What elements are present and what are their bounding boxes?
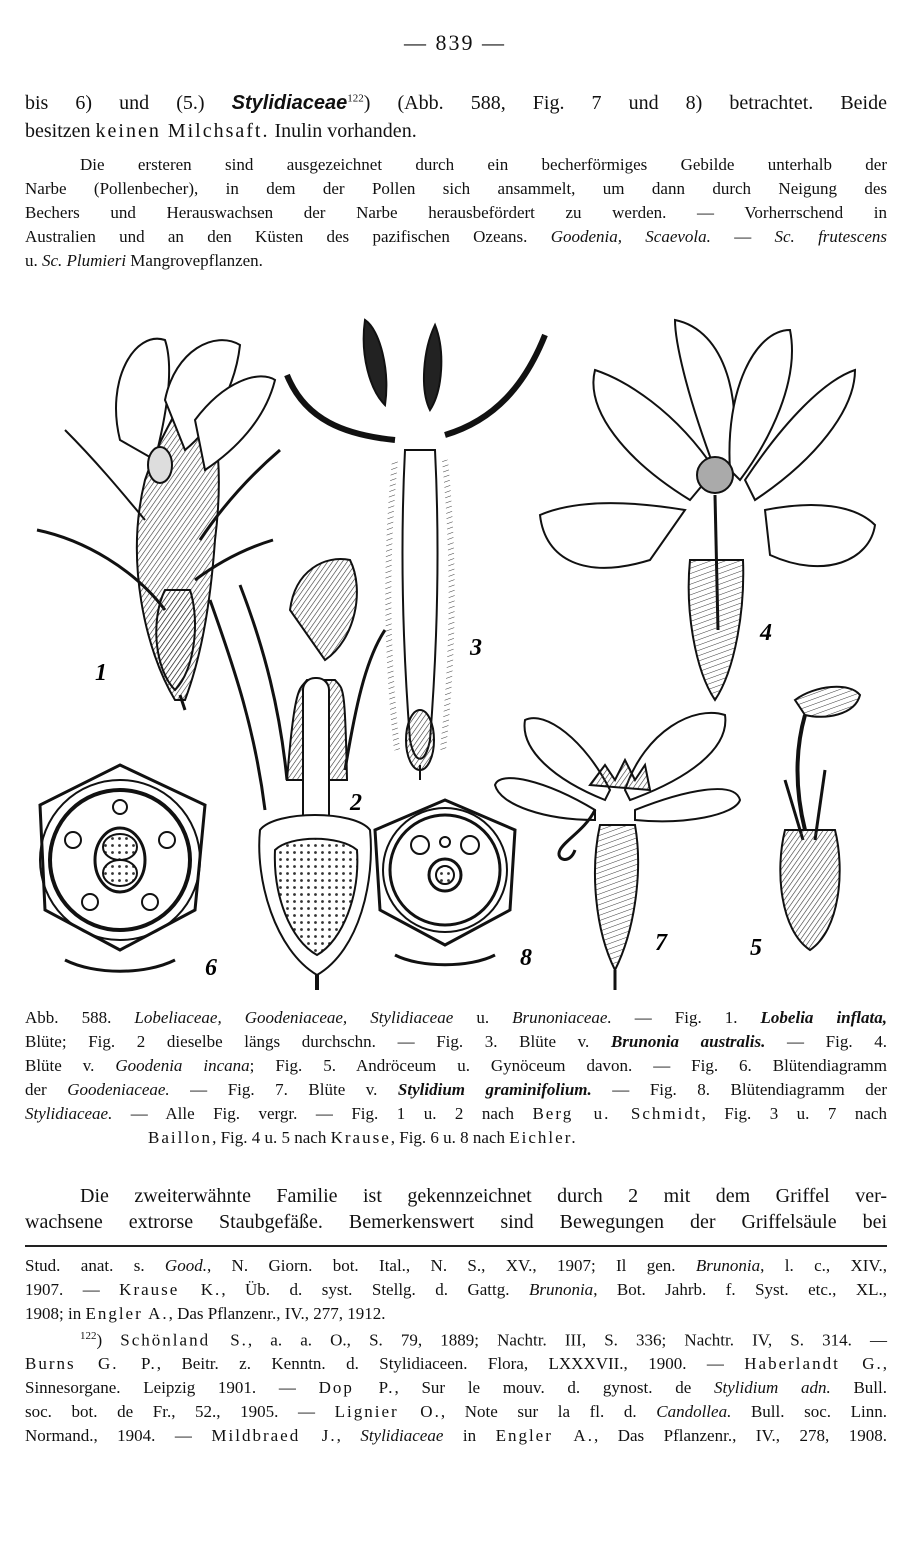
text-run: Normand., 1904. — — [25, 1426, 212, 1445]
text-run: — — [710, 227, 775, 246]
genus-name: Brunonia — [695, 1256, 761, 1275]
text-run: , N. Giorn. bot. Ital., N. S., XV., 1907; Il gen. — [206, 1256, 696, 1275]
author-name: Eichler. — [509, 1128, 578, 1147]
family-name: Stylidiaceae. — [25, 1104, 113, 1123]
fig-label-6: 6 — [205, 955, 217, 981]
text-run: Bull. — [830, 1378, 887, 1397]
fig4-goodenia-flower — [540, 320, 875, 700]
footnote-line-6 — [25, 1378, 887, 1398]
species-name: Brunonia australis. — [610, 1032, 766, 1051]
text-run: Abb. 588. — [25, 1008, 135, 1027]
text-run: besitzen — [25, 120, 96, 142]
text-run: ; Fig. 5. Andröceum u. Gynöceum davon. — Fig. 6. Blütendiagramm — [249, 1056, 887, 1075]
text-run: bis 6) und (5.) — [25, 92, 232, 114]
species-name: Lobelia inflata, — [760, 1008, 887, 1027]
species-name: Sc. frutescens — [774, 227, 887, 246]
fig2-flower-section — [210, 559, 385, 990]
text-run: , Das Pflanzenr., IV., 278, 1908. — [593, 1426, 887, 1445]
author-name: Burns G. P. — [25, 1354, 157, 1373]
text-run: Sinnesorgane. Leipzig 1901. — — [25, 1378, 319, 1397]
author-name: Dop P. — [318, 1378, 395, 1397]
para1-line-4 — [25, 227, 887, 247]
caption-line-6 — [148, 1128, 887, 1148]
author-names: Berg u. Schmidt — [532, 1104, 702, 1123]
text-run: 1908; in — [25, 1304, 86, 1323]
page-number: — 839 — — [404, 30, 506, 55]
caption-line-4 — [25, 1080, 887, 1100]
species-name: Stylidium graminifolium. — [397, 1080, 592, 1099]
text-run: 1907. — — [25, 1280, 120, 1299]
text-run: , Sur le mouv. d. gynost. de — [394, 1378, 715, 1397]
text-run: , a. a. O., S. 79, 1889; Nachtr. III, S. 336; Nachtr. IV, S. 314. — — [247, 1330, 887, 1350]
text-run: ) — [96, 1330, 121, 1350]
fig1-lobelia-flower — [37, 339, 280, 710]
text-run: Stud. anat. s. — [25, 1256, 165, 1275]
text-run: — Alle Fig. vergr. — Fig. 1 u. 2 nach — [112, 1104, 533, 1123]
text-run: in — [443, 1426, 496, 1445]
text-run: — Fig. 1. — [611, 1008, 761, 1027]
text-run: , — [882, 1354, 887, 1373]
author-name: Lignier O. — [334, 1402, 441, 1421]
footnote-line-1 — [25, 1256, 887, 1276]
para1-line-2: Narbe (Pollenbecher), in dem der Pollen sich ansammelt, um dann durch Neigung des — [25, 179, 887, 198]
author-name: Schönland S. — [120, 1330, 248, 1350]
family-names: Lobeliaceae, Goodeniaceae, Stylidiaceae — [134, 1008, 454, 1027]
text-run: — Fig. 4. — [765, 1032, 887, 1051]
text-run: Bull. soc. Linn. — [731, 1402, 887, 1421]
text-run: — Fig. 7. Blüte v. — [169, 1080, 398, 1099]
para2-line-1: Die zweiterwähnte Familie ist gekennzeichnet durch 2 mit dem Griffel ver- — [80, 1185, 887, 1207]
fig-label-7: 7 — [655, 930, 667, 956]
text-run: u. — [453, 1008, 513, 1027]
footnote-divider — [25, 1245, 887, 1247]
author-name: Engler A. — [85, 1304, 169, 1323]
text-run: , Beitr. z. Kenntn. d. Stylidiaceen. Flora, LXXXVII., 1900. — — [156, 1354, 745, 1373]
para2-line-2: wachsene extrorse Staubgefäße. Bemerkenswert sind Bewegungen der Griffelsäule bei — [25, 1211, 887, 1233]
text-run: Blüte; Fig. 2 dieselbe längs durchschn. — Fig. 3. Blüte v. — [25, 1032, 611, 1051]
author-name: Baillon — [148, 1128, 213, 1147]
fig-label-2: 2 — [350, 790, 362, 816]
text-run: ) (Abb. 588, Fig. 7 und 8) betrachtet. Beide — [363, 92, 887, 114]
text-run: Australien und an den Küsten des pazifischen Ozeans. — [25, 227, 551, 246]
family-name: Stylidiaceae — [360, 1426, 444, 1445]
caption-line-3 — [25, 1056, 887, 1076]
author-name: Engler A. — [495, 1426, 594, 1445]
fig-label-8: 8 — [520, 945, 532, 971]
genus-name: Brunonia — [528, 1280, 594, 1299]
footnote-ref: 122 — [347, 92, 364, 105]
text-run: Inulin vorhanden. — [269, 120, 417, 142]
family-name: Stylidiaceae — [231, 92, 348, 114]
fig8-floral-diagram-stylidiaceae — [375, 800, 515, 965]
genus-abbrev: Good. — [164, 1256, 207, 1275]
footnote-line-8 — [25, 1426, 887, 1446]
text-run: der — [25, 1080, 68, 1099]
text-run: , Üb. d. syst. Stellg. d. Gattg. — [221, 1280, 529, 1299]
fig-label-1: 1 — [95, 660, 107, 686]
para1-line-1: Die ersteren sind ausgezeichnet durch ein becherförmiges Gebilde unterhalb der — [80, 155, 887, 174]
intro-line-1 — [25, 92, 887, 115]
text-run: soc. bot. de Fr., 52., 1905. — — [25, 1402, 335, 1421]
text-run: , l. c., XIV., — [760, 1256, 887, 1275]
caption-line-5 — [25, 1104, 887, 1124]
caption-line-2 — [25, 1032, 887, 1052]
genus-names: Goodenia, Scaevola. — [550, 227, 711, 246]
author-name: Krause — [330, 1128, 391, 1147]
intro-line-2 — [25, 120, 887, 143]
species-name: Sc. Plumieri — [42, 251, 127, 270]
author-name: Haberlandt G. — [744, 1354, 883, 1373]
text-run: Mangrovepflanzen. — [126, 251, 263, 270]
footnote-number: 122 — [80, 1330, 97, 1342]
footnote-line-4 — [80, 1330, 887, 1351]
text-run: , Das Pflanzenr., IV., 277, 1912. — [168, 1304, 386, 1323]
text-run: Blüte v. — [25, 1056, 116, 1075]
botanical-figure — [25, 310, 887, 1000]
fig6-floral-diagram-goodeniaceae — [40, 765, 205, 971]
text-run: , Note sur la fl. d. — [440, 1402, 657, 1421]
para1-line-5 — [25, 251, 887, 271]
footnote-line-5 — [25, 1354, 887, 1374]
genus-name: Candollea. — [656, 1402, 732, 1421]
spaced-text: keinen Milchsaft. — [95, 120, 270, 142]
fig-label-3: 3 — [470, 635, 482, 661]
text-run: — Fig. 8. Blütendiagramm der — [591, 1080, 888, 1099]
author-name: Krause K. — [119, 1280, 222, 1299]
para1-line-3: Bechers und Herauswachsen der Narbe herausbefördert zu werden. — Vorherrschend in — [25, 203, 887, 222]
text-run: , Fig. 3 u. 7 nach — [701, 1104, 887, 1123]
author-name: Mildbraed J. — [211, 1426, 337, 1445]
species-name: Stylidium adn. — [714, 1378, 831, 1397]
text-run: u. — [25, 251, 42, 270]
caption-line-1 — [25, 1008, 887, 1028]
footnote-line-3 — [25, 1304, 887, 1324]
text-run: , Fig. 6 u. 8 nach — [390, 1128, 510, 1147]
text-run: , Bot. Jahrb. f. Syst. etc., XL., — [593, 1280, 888, 1299]
text-run: , — [336, 1426, 361, 1445]
species-name: Goodenia incana — [115, 1056, 250, 1075]
footnote-line-2 — [25, 1280, 887, 1300]
family-name: Goodeniaceae. — [67, 1080, 170, 1099]
text-run: , Fig. 4 u. 5 nach — [212, 1128, 331, 1147]
fig-label-4: 4 — [760, 620, 772, 646]
footnote-line-7 — [25, 1402, 887, 1422]
fig5-androeceum-gynoeceum — [780, 687, 860, 950]
family-name: Brunoniaceae. — [512, 1008, 612, 1027]
fig-label-5: 5 — [750, 935, 762, 961]
